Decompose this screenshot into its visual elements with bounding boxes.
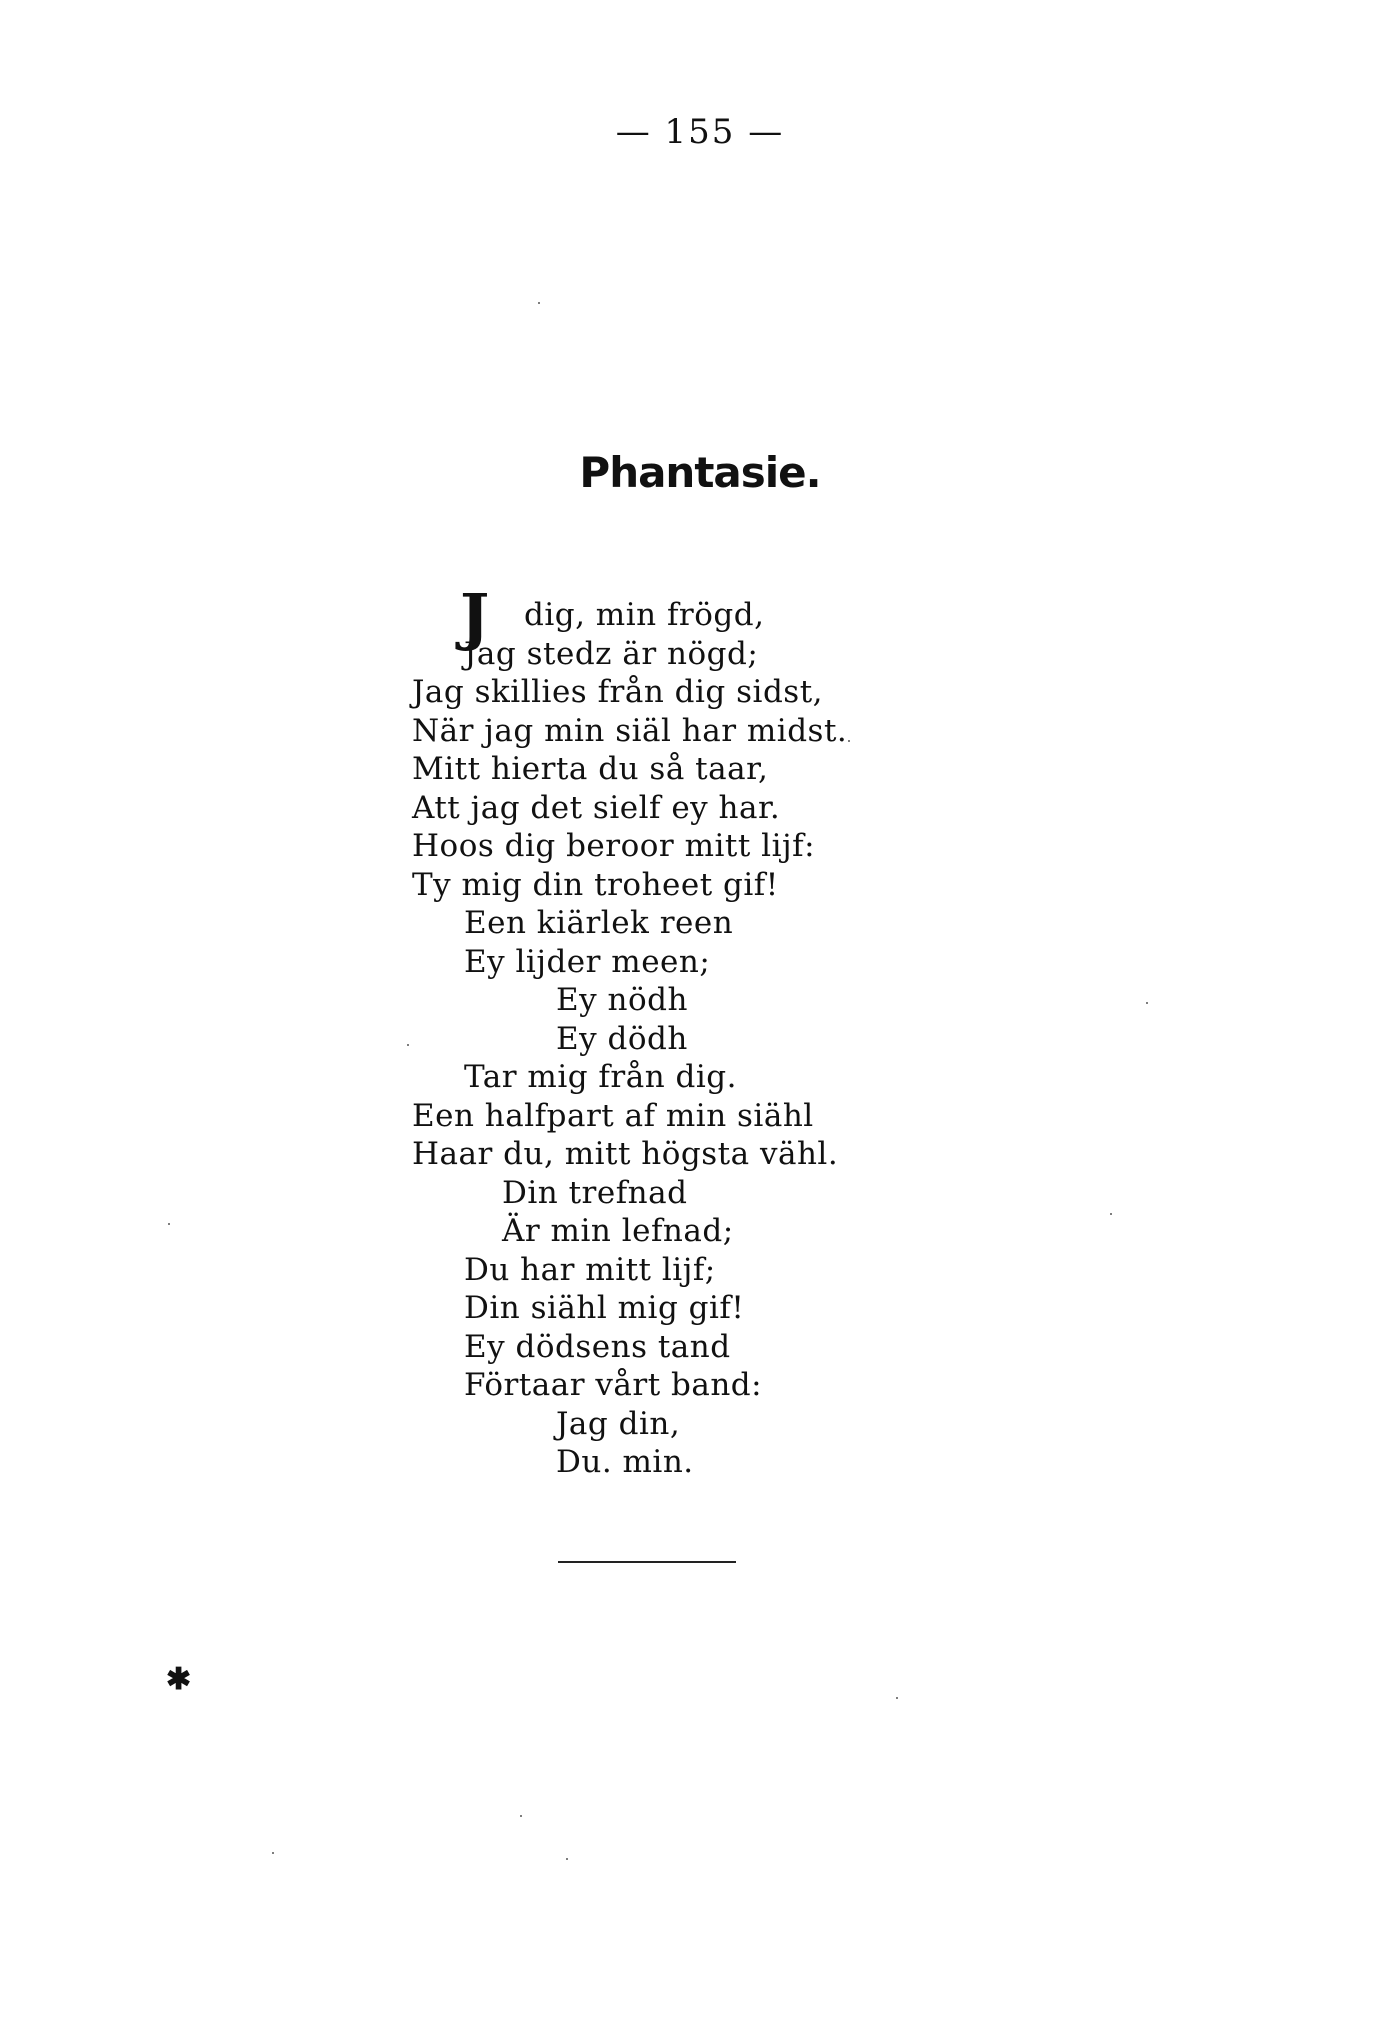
poem-line: Ey lijder meen; [464,943,711,980]
page-speck [272,1852,274,1854]
page-speck [1110,1213,1112,1215]
poem-line: Din trefnad [502,1174,688,1211]
page-speck [848,740,850,742]
page-speck [407,1044,409,1046]
poem-line: Ey dödsens tand [464,1328,731,1365]
poem-line: Din siähl mig gif! [464,1290,745,1326]
poem-line: Ty mig din troheet gif! [412,866,779,903]
poem-line: Förtaar vårt band: [464,1367,763,1403]
poem-line: Jag din, [556,1405,681,1442]
printer-ornament-icon: ✱ [166,1662,192,1697]
page-speck [520,1815,522,1817]
page-speck [538,302,540,304]
poem-line: Mitt hierta du så taar, [412,751,769,787]
poem-line: Hoos dig beroor mitt lijf: [412,828,816,864]
poem-line: Ey nödh [556,982,688,1018]
first-line-text: dig, min frögd, [524,597,765,633]
poem-line: När jag min siäl har midst. [412,712,848,749]
end-divider [558,1561,736,1563]
page-number: — 155 — [615,112,785,152]
page-speck [168,1223,170,1225]
poem-line: Haar du, mitt högsta vähl. [412,1136,839,1172]
drop-cap-initial: J [460,580,490,653]
poem-line: Du har mitt lijf; [464,1251,716,1288]
poem-line [412,580,1212,653]
poem-line: Tar mig från dig. [464,1059,737,1095]
poem-line: Jag stedz är nögd; [464,635,759,672]
poem-line: Att jag det sielf ey har. [412,789,781,826]
poem-body [412,580,1212,1482]
poem-line: Een halfpart af min siähl [412,1097,814,1134]
poem-line: Een kiärlek reen [464,905,734,941]
page-speck [566,1858,568,1860]
poem-title: Phantasie. [579,448,821,497]
page-speck [1146,1002,1148,1004]
poem-line: Du. min. [556,1444,694,1480]
page-speck [896,1697,898,1699]
poem-line: Jag skillies från dig sidst, [412,674,824,710]
poem-line: Är min lefnad; [502,1213,734,1249]
poem-line: Ey dödh [556,1020,688,1057]
